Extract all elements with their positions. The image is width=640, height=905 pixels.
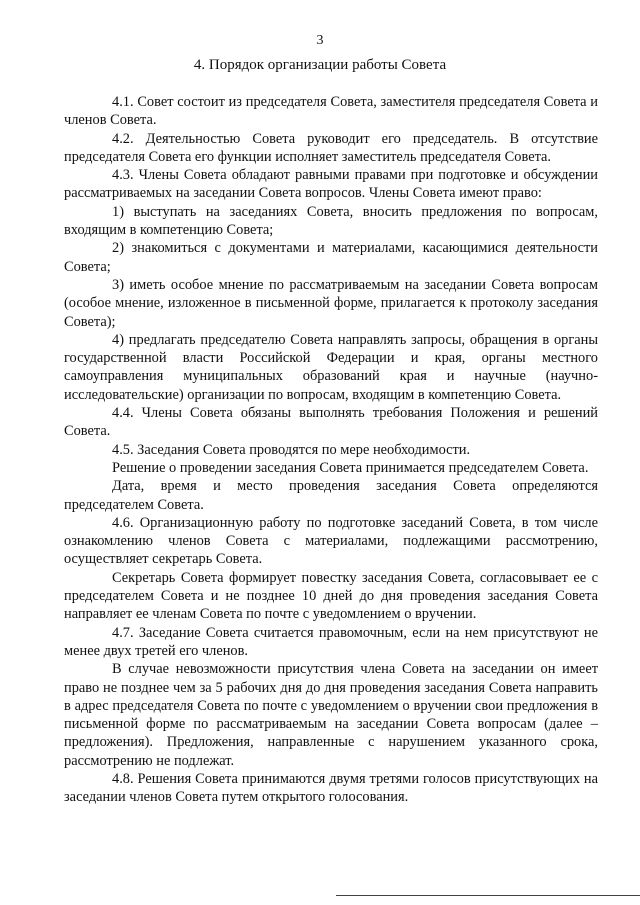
paragraph-4-2: 4.2. Деятельностью Совета руководит его председатель. В отсутствие председателя Совета его функции исполняет заместитель председателя Совета. [64, 130, 598, 165]
paragraph-4-8: 4.8. Решения Совета принимаются двумя третями голосов присутствующих на заседании членов Совета путем открытого голосования. [64, 770, 598, 806]
paragraph-4-6-secretary: Секретарь Совета формирует повестку заседания Совета, согласовывает ее с председателем Совета и не позднее 10 дней до дня проведения заседания Совета направляет ее членам Совета по почте с уведомлением о вручении. [64, 569, 598, 623]
document-body [64, 93, 598, 807]
paragraph-4-5-decision: Решение о проведении заседания Совета принимается председателем Совета. [112, 459, 589, 476]
paragraph-4-5: 4.5. Заседания Совета проводятся по мере необходимости. [112, 441, 471, 458]
right-item-2: 2) знакомиться с документами и материалами, касающимися деятельности Совета; [64, 240, 598, 275]
paragraph-4-3: 4.3. Члены Совета обладают равными правами при подготовке и обсуждении рассматриваемых на заседании Совета вопросов. Члены Совета имеют право: [64, 167, 598, 202]
right-item-4: 4) предлагать председателю Совета направлять запросы, обращения в органы государственной власти Российской Федерации и края, органы местного самоуправления муниципальных образований края и научные (научно-исследовательские) организации по вопросам, входящим в компетенцию Совета. [64, 331, 598, 403]
paragraph-4-7: 4.7. Заседание Совета считается правомочным, если на нем присутствуют не менее двух третей его членов. [64, 624, 598, 659]
right-item-3: 3) иметь особое мнение по рассматриваемым на заседании Совета вопросам (особое мнение, изложенное в письменной форме, прилагается к протоколу заседания Совета); [64, 276, 598, 330]
page-number: 3 [316, 33, 324, 48]
section-title: 4. Порядок организации работы Совета [193, 57, 447, 73]
bottom-rule [336, 895, 640, 896]
paragraph-4-1: 4.1. Совет состоит из председателя Совета, заместителя председателя Совета и членов Совета. [64, 94, 598, 129]
paragraph-4-5-date: Дата, время и место проведения заседания Совета определяются председателем Совета. [64, 478, 598, 513]
paragraph-4-4: 4.4. Члены Совета обязаны выполнять требования Положения и решений Совета. [64, 405, 598, 440]
paragraph-4-7-absence: В случае невозможности присутствия члена Совета на заседании он имеет право не позднее чем за 5 рабочих дня до дня проведения заседания Совета направить в адрес председателя Совета по почте с уведомлением о вручении свои предложения в письменной форме по рассматриваемым на заседании Совета вопросам (далее – предложения). Предложения, направленные с нарушением указанного срока, рассмотрению не подлежат. [64, 661, 598, 769]
paragraph-4-6: 4.6. Организационную работу по подготовке заседаний Совета, в том числе ознакомлению членов Совета с материалами, подлежащими рассмотрению, осуществляет секретарь Совета. [64, 514, 598, 568]
right-item-1: 1) выступать на заседаниях Совета, вносить предложения по вопросам, входящим в компетенцию Совета; [64, 203, 598, 239]
